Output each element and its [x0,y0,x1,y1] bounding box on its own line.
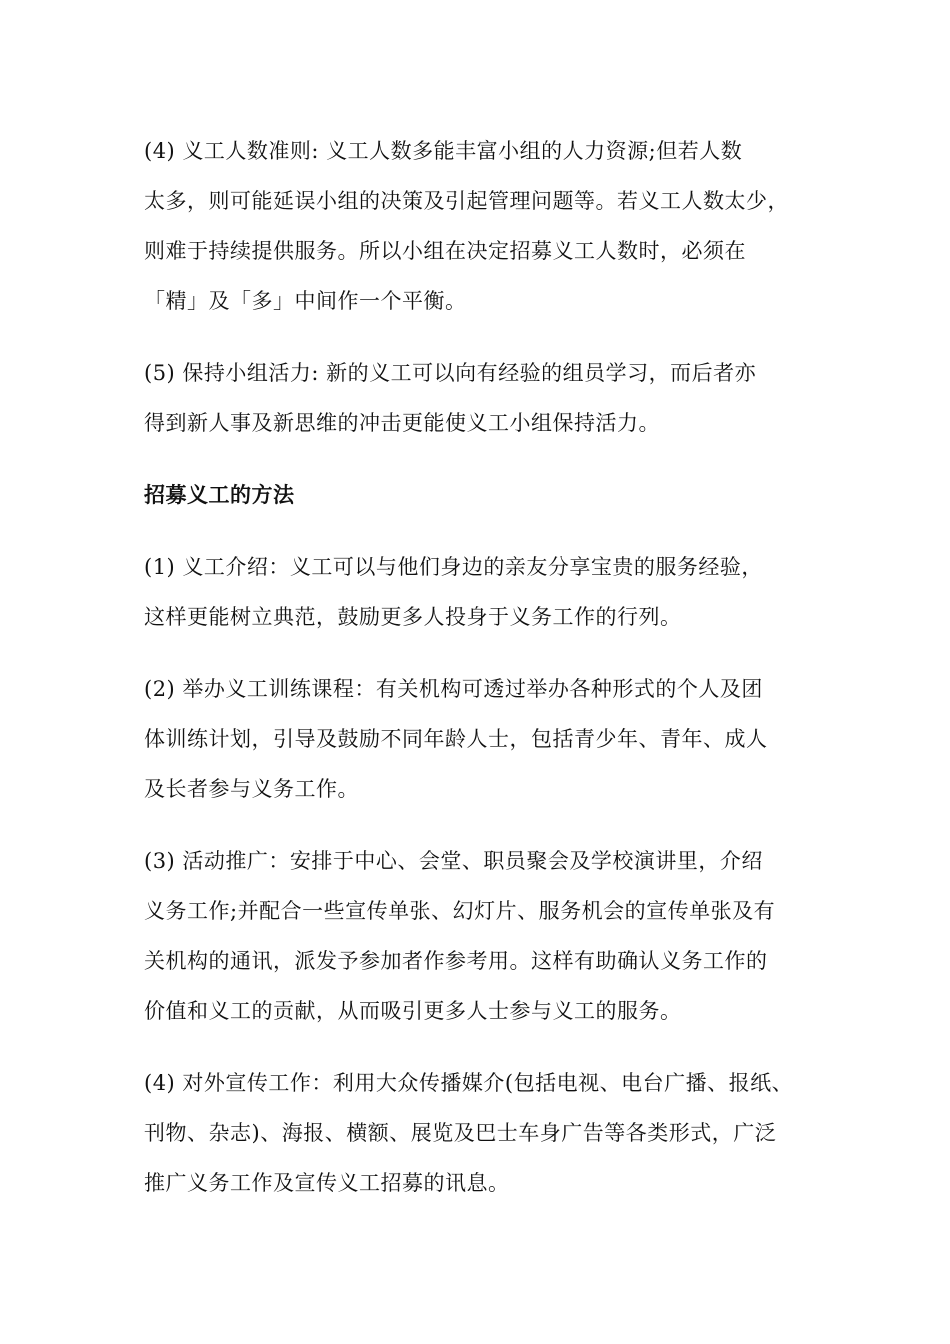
section-heading: 招募义工的方法 [144,483,295,507]
paragraph-line: 得到新人事及新思维的冲击更能使义工小组保持活力。 [144,411,660,435]
paragraph-line: (5) 保持小组活力: 新的义工可以向有经验的组员学习，而后者亦 [144,361,757,385]
paragraph-line: 及长者参与义务工作。 [144,777,359,801]
paragraph-line: 体训练计划，引导及鼓励不同年龄人士，包括青少年、青年、成人 [144,727,768,751]
paragraph-line: 刊物、杂志)、海报、横额、展览及巴士车身广告等各类形式，广泛 [144,1121,777,1145]
paragraph-line: 太多，则可能延误小组的决策及引起管理问题等。若义工人数太少， [144,189,789,213]
paragraph-line: (1) 义工介绍：义工可以与他们身边的亲友分享宝贵的服务经验， [144,555,763,579]
paragraph-line: 义务工作;并配合一些宣传单张、幻灯片、服务机会的宣传单张及有 [144,899,776,923]
paragraph-line: (4) 对外宣传工作：利用大众传播媒介(包括电视、电台广播、报纸、 [144,1071,794,1095]
paragraph-line: 推广义务工作及宣传义工招募的讯息。 [144,1171,510,1195]
paragraph-line: (2) 举办义工训练课程：有关机构可透过举办各种形式的个人及团 [144,677,763,701]
paragraph-line: 则难于持续提供服务。所以小组在决定招募义工人数时，必须在 [144,239,746,263]
paragraph-line: 这样更能树立典范，鼓励更多人投身于义务工作的行列。 [144,605,682,629]
paragraph-line: 关机构的通讯，派发予参加者作参考用。这样有助确认义务工作的 [144,949,768,973]
paragraph-line: (4) 义工人数准则: 义工人数多能丰富小组的人力资源;但若人数 [144,139,743,163]
paragraph-line: (3) 活动推广：安排于中心、会堂、职员聚会及学校演讲里，介绍 [144,849,763,873]
paragraph-line: 「精」及「多」中间作一个平衡。 [144,289,467,313]
paragraph-line: 价值和义工的贡献，从而吸引更多人士参与义工的服务。 [144,999,682,1023]
